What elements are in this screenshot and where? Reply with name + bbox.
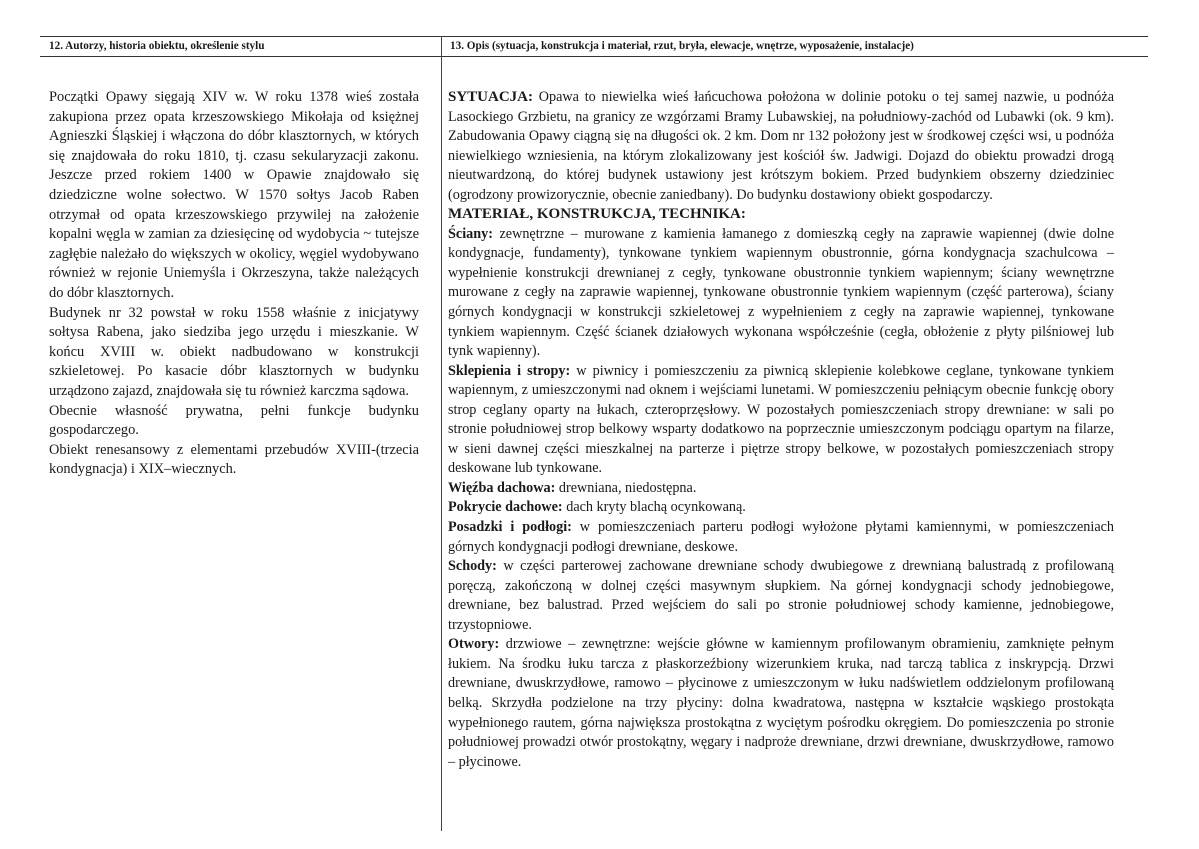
right-column-header: 13. Opis (sytuacja, konstrukcja i materiał, rzut, bryła, elewacje, wnętrze, wyposażenie, instalacje) (450, 40, 914, 52)
vaults-label: Sklepienia i stropy: (448, 362, 571, 379)
stairs-label: Schody: (448, 558, 497, 575)
walls-paragraph (448, 225, 1114, 362)
floors-paragraph (448, 518, 1114, 557)
history-paragraph: Początki Opawy sięgają XIV w. W roku 1378 wieś została zakupiona przez opata krzeszowskiego Mikołaja od księżnej Agnieszki Śląskiej i włączona do dóbr klasztornych, w których się znajdowała do roku 1810, tj. czasu sekularyzacji zakonu. Jeszcze przed rokiem 1400 w Opawie znajdowało się dziedziczne wolne sołectwo. W 1570 sołtys Jacob Raben otrzymał od opata krzeszowskiego przywilej na założenie kopalni węgla w zamian za dziesięcinę od wydobycia ~ tutejsze zagłębie należało do większych w okolicy, węgiel wydobywano również w rejonie Uniemyśla i Okrzeszyna, także należących do dóbr klasztornych. (49, 89, 419, 301)
roofing-text: dach kryty blachą ocynkowaną. (562, 499, 746, 516)
stairs-text: w części parterowej zachowane drewniane schody dwubiegowe z drewnianą balustradą z profilowaną poręczą, zakończoną w dolnej części masywnym słupkiem. Na górnej kondygnacji schody jednobiegowe, drewniane, bez balustrad. Przed wejściem do sali po stronie południowej schody kamienne, jednobiegowe, trzystopniowe. (448, 558, 1114, 633)
history-column (49, 88, 419, 480)
walls-text: zewnętrzne – murowane z kamienia łamanego z domieszką cegły na zaprawie wapiennej (dwie dolne kondygnacje, fundamenty), tynkowane tynkiem wapiennym obustronnie, górna kondygnacja szachulcowa – wypełnienie konstrukcji drewnianej z cegły, tynkowane obustronnie tynkiem wapiennym; ściany wewnętrzne murowane z cegły na zaprawie wapiennej, tynkowane obustronnie tynkiem wapiennym (część parterowa), ściany górnych kondygnacji w konstrukcji szkieletowej z wypełnieniem z cegły na zaprawie wapiennej, tynkowane tynkiem wapiennym. Część ścianek działowych wykonana współcześnie (cegła, obłożenie z płyty pilśniowej lub tynk wapienny). (448, 225, 1114, 360)
history-paragraph: Obecnie własność prywatna, pełni funkcje budynku gospodarczego. (49, 402, 419, 439)
left-column-header: 12. Autorzy, historia obiektu, określenie stylu (49, 40, 265, 52)
vaults-paragraph (448, 362, 1114, 479)
roof-truss-label: Więźba dachowa: (448, 479, 556, 496)
roof-truss-text: drewniana, niedostępna. (555, 479, 697, 496)
openings-text: drzwiowe – zewnętrzne: wejście główne w kamiennym profilowanym obramieniu, zamknięte pełnym łukiem. Na środku łuku tarcza z płaskorzeźbiony wizerunkiem kruka, nad tarczą tablica z inskrypcją. Drzwi drewniane, dwuskrzydłowe, ramowo – płycinowe z umieszczonym w łuku nadświetlem oddzielonym profilowaną belką. Skrzydła podzielone na trzy płyciny: dolna kwadratowa, następna w kształcie wąskiego prostokąta wypełnionego rautem, górna największa prostokątna z wyciętym pośrodku okręgiem. Do pomieszczenia po stronie południowej prowadzi otwór prostokątny, węgary i nadproże drewniane, drzwi drewniane, dwuskrzydłowe, ramowo – płycinowe. (448, 636, 1114, 770)
stairs-paragraph (448, 557, 1114, 635)
material-section-title: MATERIAŁ, KONSTRUKCJA, TECHNIKA: (448, 206, 746, 223)
floors-text: w pomieszczeniach parteru podłogi wyłożone płytami kamiennymi, w pomieszczeniach górnych kondygnacji podłogi drewniane, deskowe. (448, 519, 1115, 555)
roofing-label: Pokrycie dachowe: (448, 499, 563, 516)
situation-label: SYTUACJA: (448, 89, 534, 105)
history-paragraph: Budynek nr 32 powstał w roku 1558 właśnie z inicjatywy sołtysa Rabena, jako siedziba jego urzędu i mieszkanie. W końcu XVIII w. obiekt nadbudowano w konstrukcji szkieletowej. Po kasacie dóbr klasztornych w budynku urządzono zajazd, znajdowała się tu również karczma sądowa. (49, 304, 419, 399)
roof-truss-paragraph (448, 479, 1114, 499)
column-divider (441, 36, 442, 831)
situation-paragraph (448, 88, 1114, 205)
openings-label: Otwory: (448, 636, 500, 653)
description-column (448, 88, 1114, 772)
vaults-text: w piwnicy i pomieszczeniu za piwnicą sklepienie kolebkowe ceglane, tynkowane tynkiem wapiennym, z umieszczonymi nad oknem i wejściami lunetami. W pomieszczeniu pełniącym obecnie funkcję obory strop ceglany oparty na łukach, czteroprzęsłowy. W pozostałych pomieszczeniach stropy drewniane: w sali po stronie południowej strop belkowy wsparty dodatkowo na poprzecznie umieszczonym podciągu opartym na filarze, w sieni dawnej części mieszkalnej na parterze i piętrze stropy belkowe, w pozostałych pomieszczeniach stropy deskowane lub tynkowane. (448, 362, 1114, 477)
floors-label: Posadzki i podłogi: (448, 519, 572, 536)
walls-label: Ściany: (448, 225, 493, 242)
roofing-paragraph (448, 498, 1114, 518)
situation-text: Opawa to niewielka wieś łańcuchowa położona w dolinie potoku o tej samej nazwie, u podnóża Lasockiego Grzbietu, na granicy ze wzgórzami Bramy Lubawskiej, na południowy-zachód od Lubawki (ok. 9 km). Zabudowania Opawy ciągną się na długości ok. 2 km. Dom nr 132 położony jest w środkowej części wsi, u podnóża niewielkiego wzniesienia, na którym zlokalizowany jest kościół św. Jadwigi. Dojazd do obiektu prowadzi drogą nieutwardzoną, do której budynek ustawiony jest krótszym bokiem. Przed budynkiem obszerny dziedziniec (ogrodzony prowizorycznie, obecnie zaniedbany). Do budynku dostawiony obiekt gospodarczy. (448, 89, 1114, 203)
history-paragraph: Obiekt renesansowy z elementami przebudów XVIII-(trzecia kondygnacja) i XIX–wiecznych. (49, 441, 419, 478)
top-rule (40, 36, 1148, 37)
header-rule (40, 56, 1148, 57)
openings-paragraph (448, 635, 1114, 772)
